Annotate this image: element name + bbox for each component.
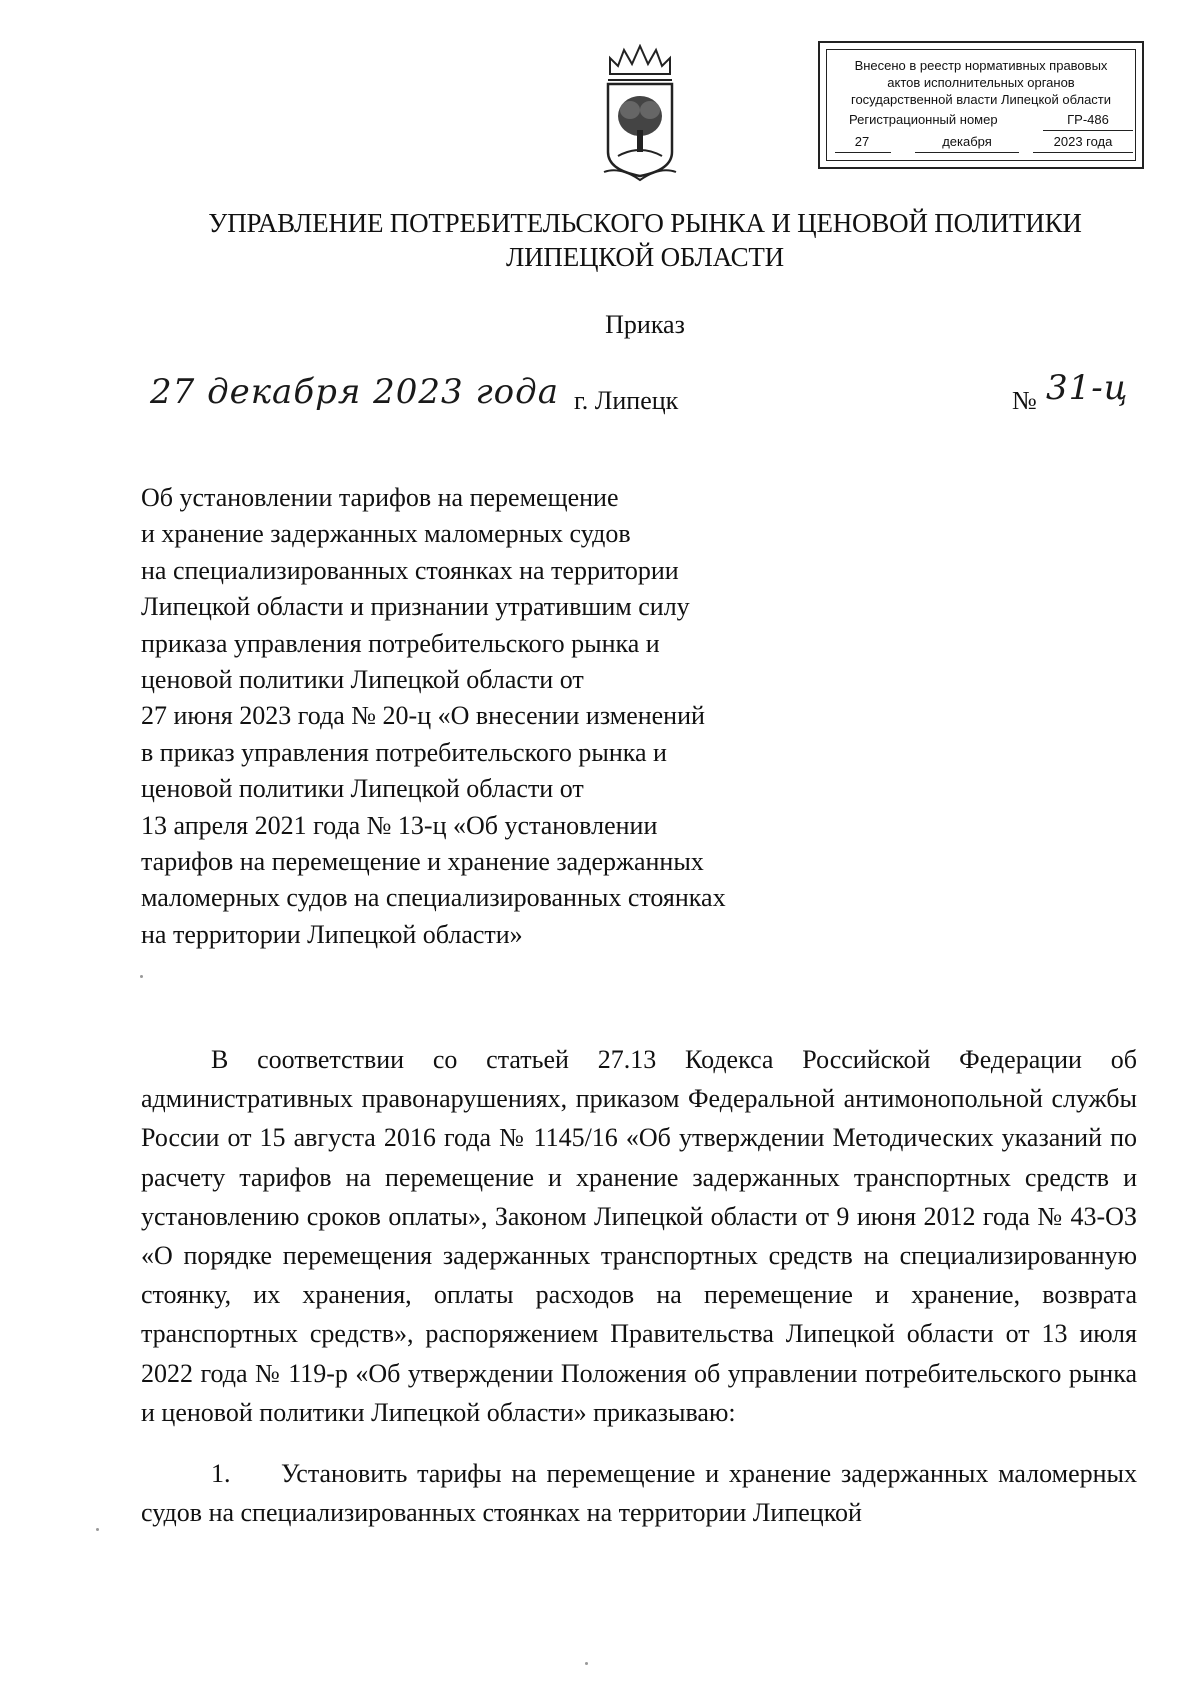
scan-speck (96, 1528, 99, 1531)
subject-line: маломерных судов на специализированных стоянках (141, 883, 726, 913)
lipetsk-coat-of-arms-icon (600, 44, 680, 184)
stamp-day: 27 (854, 134, 870, 149)
subject-line: на специализированных стоянках на территории (141, 555, 679, 585)
stamp-underline (1043, 130, 1133, 131)
city-name: г. Липецк (574, 386, 679, 415)
stamp-line-1: Внесено в реестр нормативных правовых (854, 58, 1108, 73)
stamp-month: декабря (942, 134, 992, 149)
stamp-reg-number: ГР-486 (1067, 112, 1109, 127)
document-type-title: Приказ (605, 310, 685, 339)
stamp-reg-label: Регистрационный номер (849, 112, 998, 127)
subject-line: в приказ управления потребительского рынка и (141, 737, 667, 767)
handwritten-date: 27 декабря 2023 года (150, 372, 559, 412)
subject-line: 27 июня 2023 года № 20-ц «О внесении изменений (141, 701, 705, 731)
order-subject (141, 480, 821, 953)
stamp-year: 2023 года (1053, 134, 1113, 149)
subject-line: тарифов на перемещение и хранение задержанных (141, 847, 704, 877)
subject-line: ценовой политики Липецкой области от (141, 665, 584, 695)
subject-line: на территории Липецкой области» (141, 919, 523, 949)
subject-line: 13 апреля 2021 года № 13-ц «Об установлении (141, 810, 658, 840)
item-number: 1. (211, 1459, 231, 1489)
subject-line: приказа управления потребительского рынка и (141, 628, 660, 658)
item-text: Установить тарифы на перемещение и хранение задержанных маломерных судов на специализированных стоянках на территории Липецкой (141, 1459, 1137, 1528)
org-name-line-1: УПРАВЛЕНИЕ ПОТРЕБИТЕЛЬСКОГО РЫНКА И ЦЕНОВОЙ ПОЛИТИКИ (208, 208, 1082, 238)
stamp-line-3: государственной власти Липецкой области (850, 92, 1112, 107)
subject-line: Об установлении тарифов на перемещение (141, 483, 619, 512)
handwritten-order-number: 31-ц (1046, 368, 1129, 408)
stamp-line-2: актов исполнительных органов (887, 75, 1075, 90)
order-body (141, 1040, 1137, 1532)
order-item-1 (141, 1454, 1137, 1532)
registry-stamp (818, 41, 1144, 169)
subject-line: ценовой политики Липецкой области от (141, 774, 584, 804)
preamble-paragraph: В соответствии со статьей 27.13 Кодекса Российской Федерации об административных правонарушениях, приказом Федеральной антимонопольной службы России от 15 августа 2016 года № 1145/16 «Об утверждении Методических указаний по расчету тарифов на перемещение и хранение задержанных транспортных средств и установлению сроков оплаты», Законом Липецкой области от 9 июня 2012 года № 43-ОЗ «О порядке перемещения задержанных транспортных средств на специализированную стоянку, их хранения, оплаты расходов на перемещение и хранение, возврата транспортных средств», распоряжением Правительства Липецкой области от 13 июля 2022 года № 119-р «Об утверждении Положения об управлении потребительского рынка и ценовой политики Липецкой области» приказываю: (141, 1045, 1137, 1427)
number-sign: № (1012, 386, 1037, 415)
subject-line: Липецкой области и признании утратившим силу (141, 592, 690, 622)
org-name-line-2: ЛИПЕЦКОЙ ОБЛАСТИ (506, 242, 784, 272)
scan-speck (585, 1662, 588, 1665)
stamp-underline (915, 152, 1019, 153)
subject-line: и хранение задержанных маломерных судов (141, 519, 631, 549)
stamp-underline (1033, 152, 1133, 153)
scan-speck (140, 975, 143, 978)
registry-stamp-frame (826, 49, 1136, 161)
stamp-underline (835, 152, 891, 153)
